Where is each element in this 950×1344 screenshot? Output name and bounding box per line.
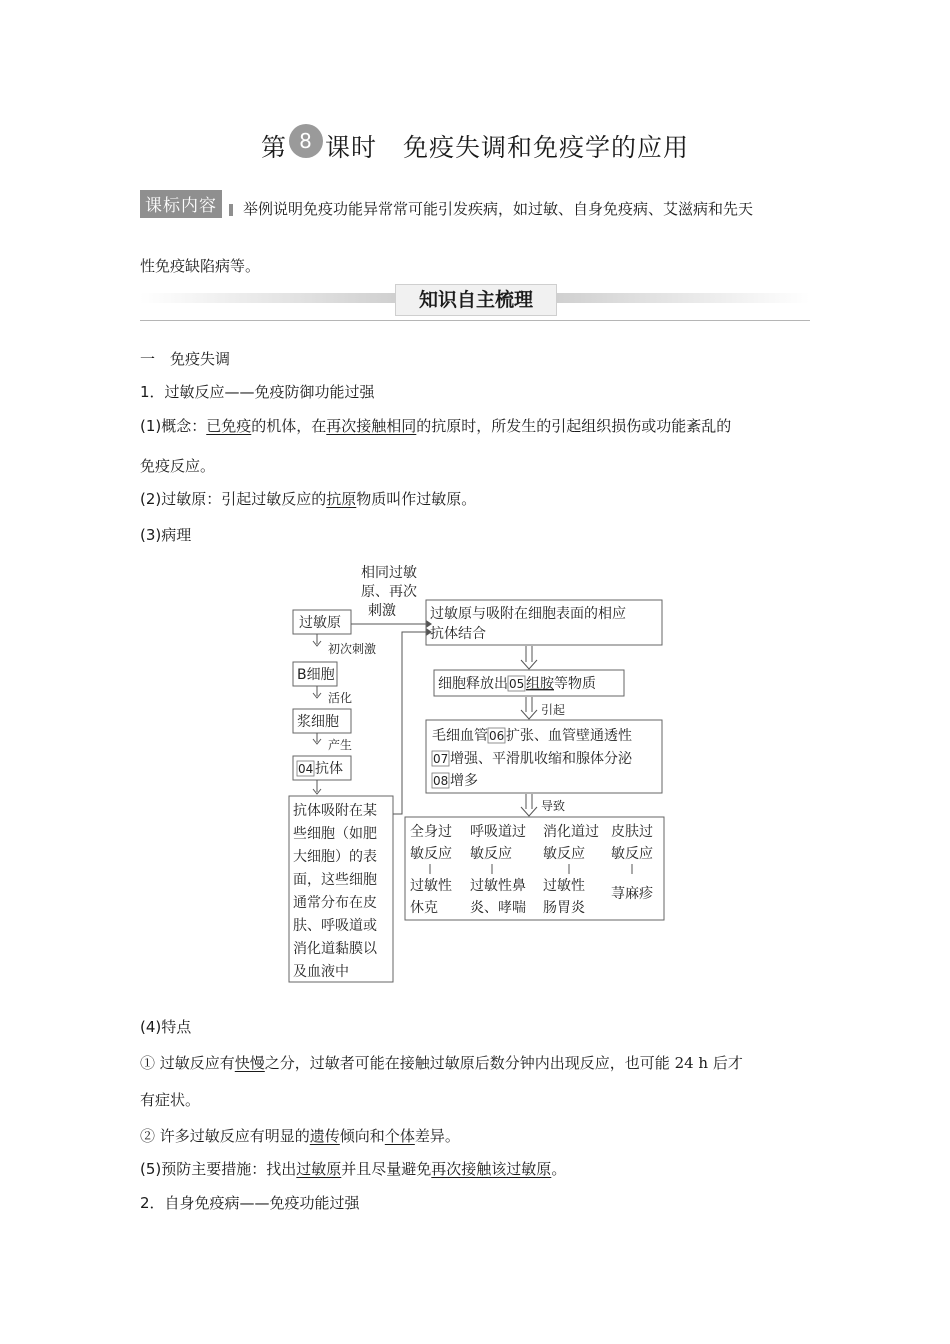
adsorb-text: 消化道黏膜以	[293, 941, 377, 957]
heading-autoimmune: 2．自身免疫病——免疫功能过强	[140, 1194, 360, 1212]
pathology-label: (3)病理	[140, 526, 192, 544]
section-banner: 知识自主梳理	[395, 284, 557, 316]
release-text: 细胞释放出	[438, 676, 508, 692]
title-suffix: 课时 免疫失调和免疫学的应用	[325, 133, 690, 162]
text: ① 过敏反应有	[140, 1054, 235, 1072]
down-arrow-icon	[313, 686, 321, 698]
antibody-text: 抗体	[315, 761, 343, 777]
cause-text: 引起	[541, 703, 566, 717]
type-label: 呼吸道过	[470, 824, 526, 840]
blank-answer: 个体	[384, 1127, 415, 1145]
type-label: 消化道过	[543, 824, 599, 840]
type-col-3	[543, 823, 599, 916]
effect-text: 增多	[450, 773, 478, 789]
concept-line	[140, 416, 731, 436]
note-text: 刺激	[368, 603, 396, 619]
type-result: 过敏性	[543, 878, 585, 894]
blank-number: 07	[433, 752, 449, 766]
tag-divider	[229, 204, 233, 216]
allergen-label: (2)过敏原：	[140, 490, 222, 508]
type-label: 全身过	[410, 824, 452, 840]
type-col-1	[410, 824, 452, 916]
text: 倾向和	[339, 1127, 385, 1145]
text: 差异。	[414, 1127, 460, 1145]
blank-number: 06	[489, 729, 505, 743]
blank-number: 08	[433, 774, 449, 788]
text: 的抗原时，所发生的引起组织损伤或功能紊乱的	[416, 417, 732, 435]
type-result: 荨麻疹	[611, 886, 653, 902]
banner-line-bottom	[140, 320, 810, 321]
blank-answer: 已免疫	[206, 417, 252, 435]
connector-line	[393, 632, 426, 814]
hollow-down-arrow-icon	[521, 697, 537, 719]
type-result: 过敏性	[410, 878, 452, 894]
blank-answer: 抗原	[326, 490, 357, 508]
adsorb-text: 抗体吸附在某	[293, 803, 377, 819]
feature-1	[140, 1053, 743, 1073]
adsorb-text: 些细胞（如肥	[293, 826, 377, 842]
lesson-number-badge: 8	[289, 124, 323, 158]
concept-line-2: 免疫反应。	[140, 457, 216, 475]
text: 引起过敏反应的	[221, 490, 327, 508]
curriculum-tag: 课标内容	[140, 190, 222, 218]
blank-answer: 过敏原	[296, 1160, 342, 1178]
heading-immune-disorder: 一 免疫失调	[140, 350, 231, 368]
text: 找出	[266, 1160, 297, 1178]
type-result: 过敏性鼻	[470, 878, 526, 894]
note-text: 相同过敏	[361, 565, 417, 581]
type-col-4	[611, 823, 653, 902]
adsorb-text: 通常分布在皮	[293, 895, 377, 911]
type-label: 皮肤过	[611, 824, 653, 840]
hollow-down-arrow-icon	[521, 646, 537, 669]
lead-text: 导致	[541, 799, 566, 813]
text: 并且尽量避免	[341, 1160, 432, 1178]
title-prefix: 第	[260, 133, 287, 162]
blank-number: 04	[298, 762, 314, 776]
features-label: (4)特点	[140, 1018, 192, 1036]
text: 。	[551, 1160, 567, 1178]
down-arrow-icon	[313, 780, 321, 794]
prevention-line	[140, 1159, 566, 1179]
produce-text: 产生	[328, 738, 353, 752]
text: 之分，过敏者可能在接触过敏原后数分钟内出现反应，也可能 24 h 后才	[264, 1054, 743, 1072]
allergy-pathology-diagram	[280, 558, 680, 988]
banner-wing-right	[556, 293, 810, 303]
blank-answer: 再次接触该过敏原	[431, 1160, 552, 1178]
blank-answer: 快慢	[234, 1054, 265, 1072]
type-label: 敏反应	[543, 846, 585, 862]
allergen-text: 过敏原	[299, 615, 341, 631]
combine-text: 过敏原与吸附在细胞表面的相应	[430, 606, 626, 622]
page-title	[0, 128, 950, 166]
plasma-cell-text: 浆细胞	[297, 714, 339, 730]
first-stim-text: 初次刺激	[328, 642, 377, 656]
effect-text: 扩张、血管壁通透性	[506, 728, 632, 744]
blank-number: 05	[509, 677, 525, 691]
hollow-down-arrow-icon	[521, 794, 537, 816]
note-text: 原、再次	[361, 584, 417, 600]
adsorb-text: 面，这些细胞	[293, 872, 377, 888]
type-label: 敏反应	[470, 846, 512, 862]
type-result: 休克	[410, 900, 438, 916]
release-text: 等物质	[554, 676, 596, 692]
effect-text: 增强、平滑肌收缩和腺体分泌	[450, 751, 632, 767]
curriculum-line-2: 性免疫缺陷病等。	[140, 257, 261, 275]
type-result: 炎、哮喘	[470, 900, 526, 916]
type-col-2	[470, 824, 526, 916]
type-label: 敏反应	[410, 846, 452, 862]
effect-text: 毛细血管	[432, 728, 488, 744]
type-result: 肠胃炎	[543, 900, 585, 916]
banner-wing-left	[140, 293, 395, 303]
type-label: 敏反应	[611, 846, 653, 862]
adsorb-text: 肤、呼吸道或	[293, 918, 377, 934]
feature-2	[140, 1126, 460, 1146]
combine-text: 抗体结合	[430, 626, 486, 642]
adsorb-text: 及血液中	[293, 964, 349, 980]
allergen-line	[140, 489, 476, 509]
blank-answer: 再次接触相同	[326, 417, 417, 435]
concept-label: (1)概念：	[140, 417, 207, 435]
prevention-label: (5)预防主要措施：	[140, 1160, 267, 1178]
release-answer: 组胺	[526, 676, 554, 692]
text: 物质叫作过敏原。	[356, 490, 477, 508]
feature-1-cont: 有症状。	[140, 1091, 201, 1109]
curriculum-line-1: 举例说明免疫功能异常常可能引发疾病，如过敏、自身免疫病、艾滋病和先天	[243, 200, 754, 218]
down-arrow-icon	[313, 634, 321, 646]
blank-answer: 遗传	[309, 1127, 340, 1145]
down-arrow-icon	[313, 733, 321, 744]
b-cell-text: B细胞	[297, 667, 335, 683]
heading-allergy: 1．过敏反应——免疫防御功能过强	[140, 383, 375, 401]
text: ② 许多过敏反应有明显的	[140, 1127, 310, 1145]
activate-text: 活化	[328, 691, 353, 705]
text: 的机体，在	[251, 417, 327, 435]
adsorb-text: 大细胞）的表	[293, 849, 377, 865]
